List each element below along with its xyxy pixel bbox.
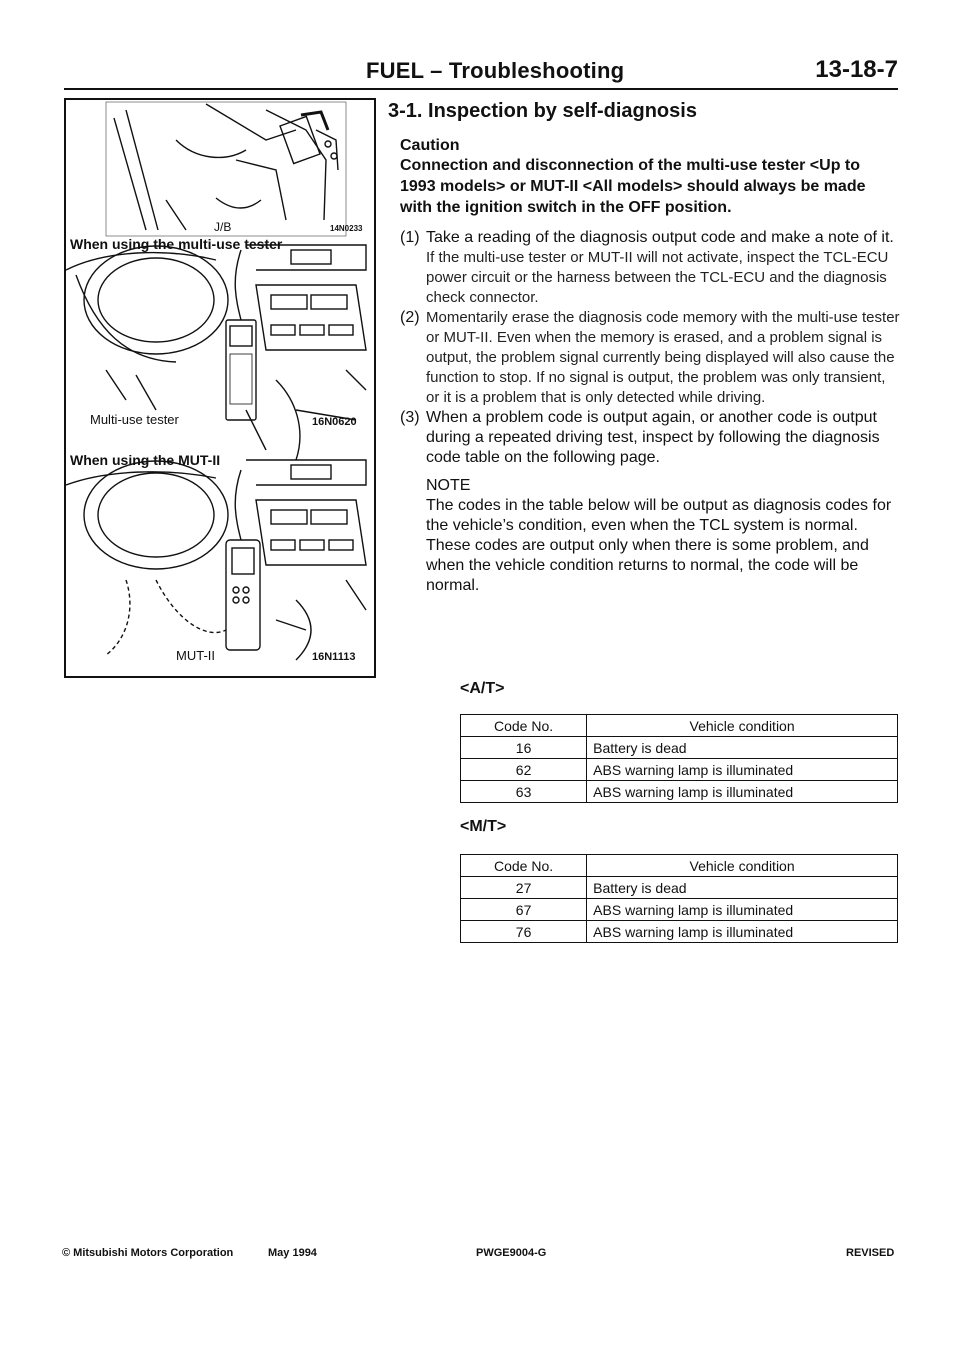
footer-copyright: © Mitsubishi Motors Corporation — [62, 1247, 234, 1259]
condition-cell: ABS warning lamp is illuminated — [587, 759, 898, 781]
footer-status: REVISED — [846, 1247, 895, 1259]
condition-cell: Battery is dead — [587, 877, 898, 899]
code-cell: 16 — [461, 737, 587, 759]
table-row — [461, 899, 898, 921]
condition-cell: ABS warning lamp is illuminated — [587, 781, 898, 803]
mt-table-heading: <M/T> — [460, 818, 507, 835]
caption-mut-ii: When using the MUT-II — [70, 452, 221, 468]
note-title: NOTE — [426, 477, 471, 494]
column-header: Vehicle condition — [587, 715, 898, 737]
caption-multi-use-tester: When using the multi-use tester — [70, 236, 283, 252]
note-text: The codes in the table below will be output as diagnosis codes for the vehicle’s condition, even when the TCL system is normal. These codes are output only when there is some problem, and when the vehicle condition returns to normal, the code will be normal. — [426, 497, 892, 594]
caution-title: Caution — [400, 137, 460, 154]
condition-cell: Battery is dead — [587, 737, 898, 759]
condition-cell: ABS warning lamp is illuminated — [587, 899, 898, 921]
column-header: Code No. — [461, 715, 587, 737]
table-row — [461, 759, 898, 781]
note-block — [400, 476, 900, 596]
column-header: Code No. — [461, 855, 587, 877]
jb-label: J/B — [214, 220, 232, 234]
condition-cell: ABS warning lamp is illuminated — [587, 921, 898, 943]
footer-doc-code: PWGE9004-G — [476, 1247, 547, 1259]
code-cell: 76 — [461, 921, 587, 943]
step-item — [400, 408, 900, 468]
table-row — [461, 877, 898, 899]
figure-code-mut: 16N1113 — [312, 651, 356, 663]
code-cell: 67 — [461, 899, 587, 921]
at-code-table — [460, 714, 898, 803]
step-item — [400, 308, 900, 408]
figure-code-jb: 14N0233 — [330, 224, 363, 233]
step-main: Momentarily erase the diagnosis code memory with the multi-use tester or MUT-II. Even when the memory is erased, and a problem signal is output, the problem signal currently being displayed will also cause the function to stop. If no signal is output, the problem was only transient, or it is a problem that is only detected while driving. — [426, 309, 900, 406]
mut-ii-label: MUT-II — [176, 648, 215, 663]
table-row — [461, 781, 898, 803]
multi-use-tester-label: Multi-use tester — [90, 412, 179, 427]
table-row — [461, 921, 898, 943]
table-row — [461, 737, 898, 759]
footer-date: May 1994 — [268, 1247, 317, 1259]
code-cell: 27 — [461, 877, 587, 899]
header-rule — [64, 88, 898, 90]
figure-code-tester: 16N0620 — [312, 416, 357, 428]
caution-text: Connection and disconnection of the multi-use tester <Up to 1993 models> or MUT-II <All models> should always be made with the ignition switch in the OFF position. — [400, 157, 866, 216]
step-main: When a problem code is output again, or another code is output during a repeated driving test, inspect by following the diagnosis code table on the following page. — [426, 409, 880, 466]
code-cell: 63 — [461, 781, 587, 803]
page-title: FUEL – Troubleshooting — [366, 58, 625, 83]
column-header: Vehicle condition — [587, 855, 898, 877]
mt-code-table — [460, 854, 898, 943]
diagnosis-figure — [64, 98, 376, 678]
step-number: (1) — [400, 229, 420, 246]
section-heading: 3-1. Inspection by self-diagnosis — [388, 100, 697, 122]
step-number: (2) — [400, 309, 420, 326]
table-header-row — [461, 715, 898, 737]
step-main: Take a reading of the diagnosis output code and make a note of it. — [426, 229, 894, 246]
code-cell: 62 — [461, 759, 587, 781]
figure-illustration — [66, 100, 374, 676]
page-number: 13-18-7 — [815, 56, 898, 83]
procedure-section — [388, 100, 900, 596]
step-sub: If the multi-use tester or MUT-II will not activate, inspect the TCL-ECU power circuit or the harness between the TCL-ECU and the diagnosis check connector. — [426, 249, 889, 306]
step-item — [400, 228, 900, 308]
steps-list — [400, 228, 900, 468]
at-table-heading: <A/T> — [460, 680, 505, 697]
step-number: (3) — [400, 409, 420, 426]
table-header-row — [461, 855, 898, 877]
